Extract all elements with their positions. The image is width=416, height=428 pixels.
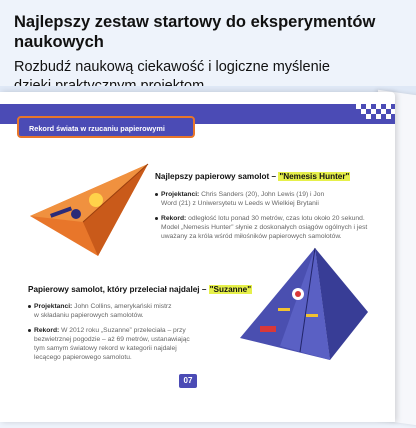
page-number: 07 (179, 374, 197, 388)
headline-subtitle-line1: Rozbudź naukową ciekawość i logiczne myślenie (14, 59, 330, 75)
section2-record-line2: bezwietrznej pogodzie – aż 69 metrów, ustanawiając (34, 336, 190, 343)
bullet-dot (28, 305, 31, 308)
section2-plane-name: "Suzanne" (209, 285, 252, 294)
section1-record-line2: Model „Nemesis Hunter” słynie z doskonałych osiągów ogólnych i jest (161, 224, 368, 231)
section2-title (28, 285, 252, 294)
section2-title-prefix: Papierowy samolot, który przeleciał najdalej – (28, 285, 209, 294)
section1-designers-line1: Chris Sanders (20), John Lewis (19) i Jon (201, 191, 325, 198)
bullet-dot (28, 329, 31, 332)
section2-record-line1: W 2012 roku „Suzanne” przeleciała – przy (61, 327, 186, 334)
section2-designers-line1: John Collins, amerykański mistrz (74, 303, 172, 310)
section1-record-line1: odległość lotu ponad 30 metrów, czas lotu około 20 sekund. (188, 215, 365, 222)
checker-pattern (318, 92, 395, 124)
section2-record-label: Rekord: (34, 327, 60, 334)
section1-designers-line2: Word (21) z Uniwersytetu w Leeds w Wielkiej Brytanii (161, 200, 319, 207)
section1-title-prefix: Najlepszy papierowy samolot – (155, 172, 279, 181)
section2-record (28, 326, 218, 362)
section1-designers-label: Projektanci: (161, 191, 200, 198)
bullet-dot (155, 217, 158, 220)
plane-suzanne-image (220, 242, 370, 366)
section2-record-line3: tym samym światowy rekord w kategorii najdalej (34, 345, 177, 352)
section2-designers-line2: w składaniu papierowych samolotów. (34, 312, 144, 319)
section2-designers-label: Projektanci: (34, 303, 73, 310)
section1-record-label: Rekord: (161, 215, 187, 222)
left-page (0, 92, 395, 422)
headline (14, 12, 406, 96)
section2-record-line4: lecącego papierowego samolotu. (34, 354, 132, 361)
headline-title: Najlepszy zestaw startowy do eksperymentów naukowych (14, 13, 376, 51)
section1-designers (155, 190, 387, 208)
section-banner: Rekord świata w rzucaniu papierowymi samolotkami (17, 116, 195, 138)
section1-plane-name: "Nemesis Hunter" (279, 172, 350, 181)
book-photo (0, 86, 416, 416)
bullet-dot (155, 193, 158, 196)
section2-designers (28, 302, 218, 320)
plane-nemesis-image (28, 156, 156, 264)
section1-record (155, 214, 390, 241)
section1-title (155, 172, 350, 181)
section1-record-line3: uważany za króla wśród miłośników papierowych samolotów. (161, 233, 342, 240)
